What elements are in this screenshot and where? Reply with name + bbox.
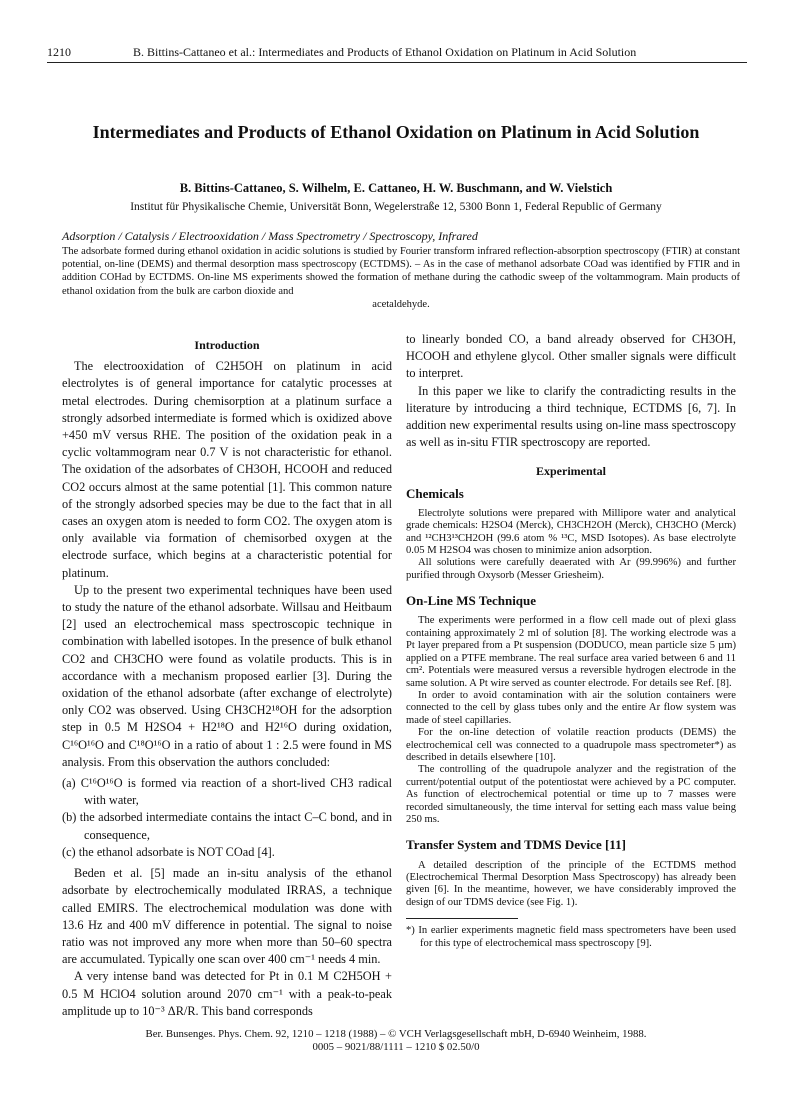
paragraph: Beden et al. [5] made an in-situ analysis of the ethanol adsorbate by electrochemically modulated IRRAS, a technique called EMIRS. The electrochemical modulation was done with 13.6 Hz and 400 mV difference in potential. The signal to noise ratio was not improved any more when more than 50–60 spectra are accumulated. Typically one scan over 400 cm⁻¹ needs 4 min.	[62, 866, 392, 967]
list-item: (c) the ethanol adsorbate is NOT COad [4].	[62, 844, 275, 859]
footnote-rule	[406, 918, 518, 919]
subheading-transfer-system: Transfer System and TDMS Device [11]	[406, 837, 626, 853]
paragraph: In order to avoid contamination with air the solution containers were connected to the cell by glass tubes only and the entire Ar flow system was made of steel capillaries.	[406, 689, 736, 726]
running-title: B. Bittins-Cattaneo et al.: Intermediates and Products of Ethanol Oxidation on Platinum in Acid Solution	[133, 45, 637, 59]
publication-code: 0005 – 9021/88/1111 – 1210 $ 02.50/0	[312, 1041, 480, 1054]
right-column	[406, 331, 736, 950]
citation-line: Ber. Bunsenges. Phys. Chem. 92, 1210 – 1218 (1988) – © VCH Verlagsgesellschaft mbH, D-6940 Weinheim, 1988.	[145, 1028, 647, 1040]
paragraph: For the on-line detection of volatile reaction products (DEMS) the electrochemical cell was connected to a quadrupole mass spectrometer*) as described in details elsewhere [10].	[406, 727, 736, 763]
subheading-online-ms: On-Line MS Technique	[406, 593, 537, 609]
paragraph: A detailed description of the principle of the ECTDMS method (Electrochemical Thermal Desorption Mass Spectroscopy) has already been given [6]. In the meantime, however, we have considerably improved the design of our TDMS device (see Fig. 1).	[406, 859, 736, 908]
list-item: (a) C¹⁶O¹⁶O is formed via reaction of a short-lived CH3 radical with water,	[62, 776, 392, 808]
paragraph: A very intense band was detected for Pt in 0.1 M C2H5OH + 0.5 M HClO4 solution around 2070 cm⁻¹ with a peak-to-peak amplitude up to 10⁻³ ΔR/R. This band corresponds	[62, 969, 392, 1018]
paragraph: In this paper we like to clarify the contradicting results in the literature by introducing a third technique, ECTDMS [6, 7]. In addition new experimental results using on-line mass spectroscopy as well as in-situ FTIR spectroscopy are reported.	[406, 383, 736, 450]
abstract-last-line: acetaldehyde.	[372, 298, 430, 310]
running-head	[47, 45, 747, 60]
keywords: Adsorption / Catalysis / Electrooxidation / Mass Spectrometry / Spectroscopy, Infrared	[62, 229, 478, 243]
abstract-text: The adsorbate formed during ethanol oxidation in acidic solutions is studied by Fourier transform infrared reflection-absorption spectroscopy (FTIR) at constant potential, on-line (DEMS) and thermal desorption mass spectroscopy (ECTDMS). – As in the case of methanol adsorbate COad was identified by FTIR and in addition COHad by ECTDMS. On-line MS experiments showed the formation of methane during the cathodic sweep of the voltammogram. Main products of ethanol oxidation from the bulk are carbon dioxide and	[62, 246, 740, 297]
journal-citation	[40, 1028, 752, 1055]
paragraph: All solutions were carefully deaerated with Ar (99.996%) and further purified through Oxysorb (Messer Griesheim).	[406, 557, 736, 581]
header-rule	[47, 62, 747, 63]
article-title: Intermediates and Products of Ethanol Oxidation on Platinum in Acid Solution	[92, 122, 700, 142]
list-item: (b) the adsorbed intermediate contains the intact C–C bond, and in consequence,	[62, 810, 392, 842]
footnote: *) In earlier experiments magnetic field mass spectrometers have been used for this type of electrochemical mass spectroscopy [9].	[406, 925, 736, 949]
page-number: 1210	[47, 45, 71, 59]
paragraph: to linearly bonded CO, a band already observed for CH3OH, HCOOH and ethylene glycol. Other smaller signals were difficult to interpret.	[406, 332, 736, 381]
paragraph: The controlling of the quadrupole analyzer and the registration of the current/potential output of the potentiostat were achieved by a PC computer. As function of electrochemical potential or time up to 7 masses were recorded simultaneously, the time interval for setting each mass value being 250 ms.	[406, 764, 736, 825]
affiliation: Institut für Physikalische Chemie, Universität Bonn, Wegelerstraße 12, 5300 Bonn 1, Federal Republic of Germany	[130, 201, 662, 213]
left-column	[62, 337, 392, 1020]
paragraph: Electrolyte solutions were prepared with Millipore water and analytical grade chemicals: H2SO4 (Merck), CH3CH2OH (Merck), CH3CHO (Merck) and ¹²CH3¹³CH2OH (99.6 atom % ¹³C, MSD Isotopes). As base electrolyte 0.05 M H2SO4 was chosen to minimize anion adsorption.	[406, 507, 736, 557]
paragraph: The experiments were performed in a flow cell made out of plexi glass containing approximately 2 ml of solution [8]. The working electrode was a Pt layer prepared from a Pt suspension (DODUCO, mean particle size 5 µm) applied on a PTFE membrane. The real surface area varied between 6 and 11 cm². Potentials were measured versus a reversible hydrogen electrode in the same solution. A Pt wire served as counter electrode. For details see Ref. [8].	[406, 615, 736, 689]
author-list: B. Bittins-Cattaneo, S. Wilhelm, E. Cattaneo, H. W. Buschmann, and W. Vielstich	[179, 181, 613, 195]
section-heading-introduction: Introduction	[194, 338, 260, 352]
abstract	[62, 245, 740, 311]
subheading-chemicals: Chemicals	[406, 485, 464, 501]
section-heading-experimental: Experimental	[536, 464, 606, 479]
conclusion-list	[62, 775, 392, 861]
paragraph: Up to the present two experimental techniques have been used to study the nature of the ethanol adsorbate. Willsau and Heitbaum [2] used an electrochemical mass spectroscopic technique in combination with labelled isotopes. In the presence of bulk ethanol CO2 and CH3CHO were found as volatile products. This is in accordance with a mechanism proposed earlier [3]. During the oxidation of the ethanol adsorbate (after exchange of electrolyte) only CO2 was observed. Using CH3CH2¹⁸OH for the adsorption step in 0.5 M H2SO4 + H2¹⁸O and H2¹⁶O during oxidation, C¹⁶O¹⁶O and C¹⁸O¹⁶O in a ratio of about 1 : 2.5 were found in MS analysis. From this observation the authors concluded:	[62, 582, 392, 769]
paragraph: The electrooxidation of C2H5OH on platinum in acid electrolytes is of general importance for catalytic processes at metal electrodes. During chemisorption at a platinum surface a strongly adsorbed intermediate is formed which is oxidized above +450 mV versus RHE. The position of the oxidation peak in a cyclic voltammogram near 0.7 V is not characteristic for ethanol. The oxidation of the adsorbates of CH3OH, HCOOH and reduced CO2 occurs almost at the same potential [1]. This common nature of the strongly adsorbed species may be due to the fact that in all cases an oxygen atom is needed to form CO2. The oxygen atom is only available via formation of chemisorbed oxygen at the electrode surface, which begins at a characteristic potential for platinum.	[62, 359, 392, 580]
